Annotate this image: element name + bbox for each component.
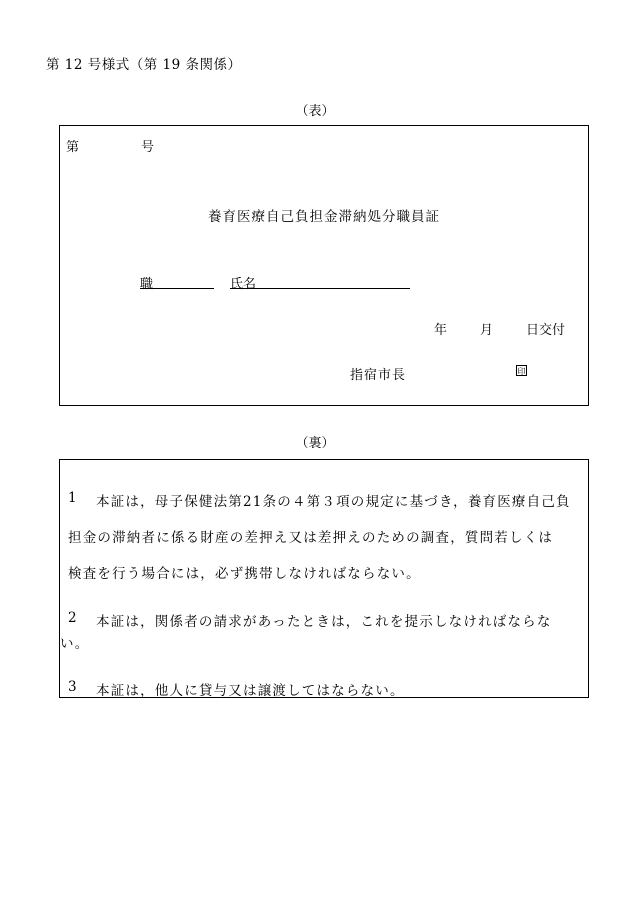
item-2-line-2: い。 (60, 636, 90, 652)
front-side-label: （表） (295, 104, 335, 119)
card-number-prefix: 第 (66, 140, 80, 155)
item-1-line-3: 検査を行う場合には，必ず携帯しなければならない。 (68, 566, 421, 582)
date-day-issued: 日交付 (526, 323, 566, 338)
back-card (59, 459, 589, 698)
position-underline (140, 273, 214, 289)
item-1-line-1: 本証は，母子保健法第21条の４第３項の規定に基づき，養育医療自己負 (96, 494, 571, 510)
item-3-line-1: 本証は，他人に貸与又は譲渡してはならない。 (96, 683, 405, 699)
position-label: 職 (140, 277, 154, 292)
item-2-line-1: 本証は，関係者の請求があったときは，これを提示しなければならな (96, 614, 552, 630)
item-3-number: 3 (68, 679, 78, 695)
form-number: 第 12 号様式（第 19 条関係） (46, 57, 242, 73)
seal-mark: 印 (517, 367, 526, 376)
date-year: 年 (434, 323, 448, 338)
date-month: 月 (480, 323, 494, 338)
item-1-line-2: 担金の滞納者に係る財産の差押え又は差押えのための調査，質問若しくは (68, 530, 554, 546)
issuer: 指宿市長 (350, 368, 407, 383)
front-card (59, 125, 589, 406)
item-1-number: 1 (68, 490, 78, 506)
card-number-suffix: 号 (141, 140, 155, 155)
name-underline (230, 273, 410, 289)
item-2-number: 2 (68, 610, 78, 626)
back-side-label: （裏） (295, 436, 335, 451)
card-title: 養育医療自己負担金滞納処分職員証 (208, 209, 440, 225)
name-label: 氏名 (230, 277, 257, 292)
